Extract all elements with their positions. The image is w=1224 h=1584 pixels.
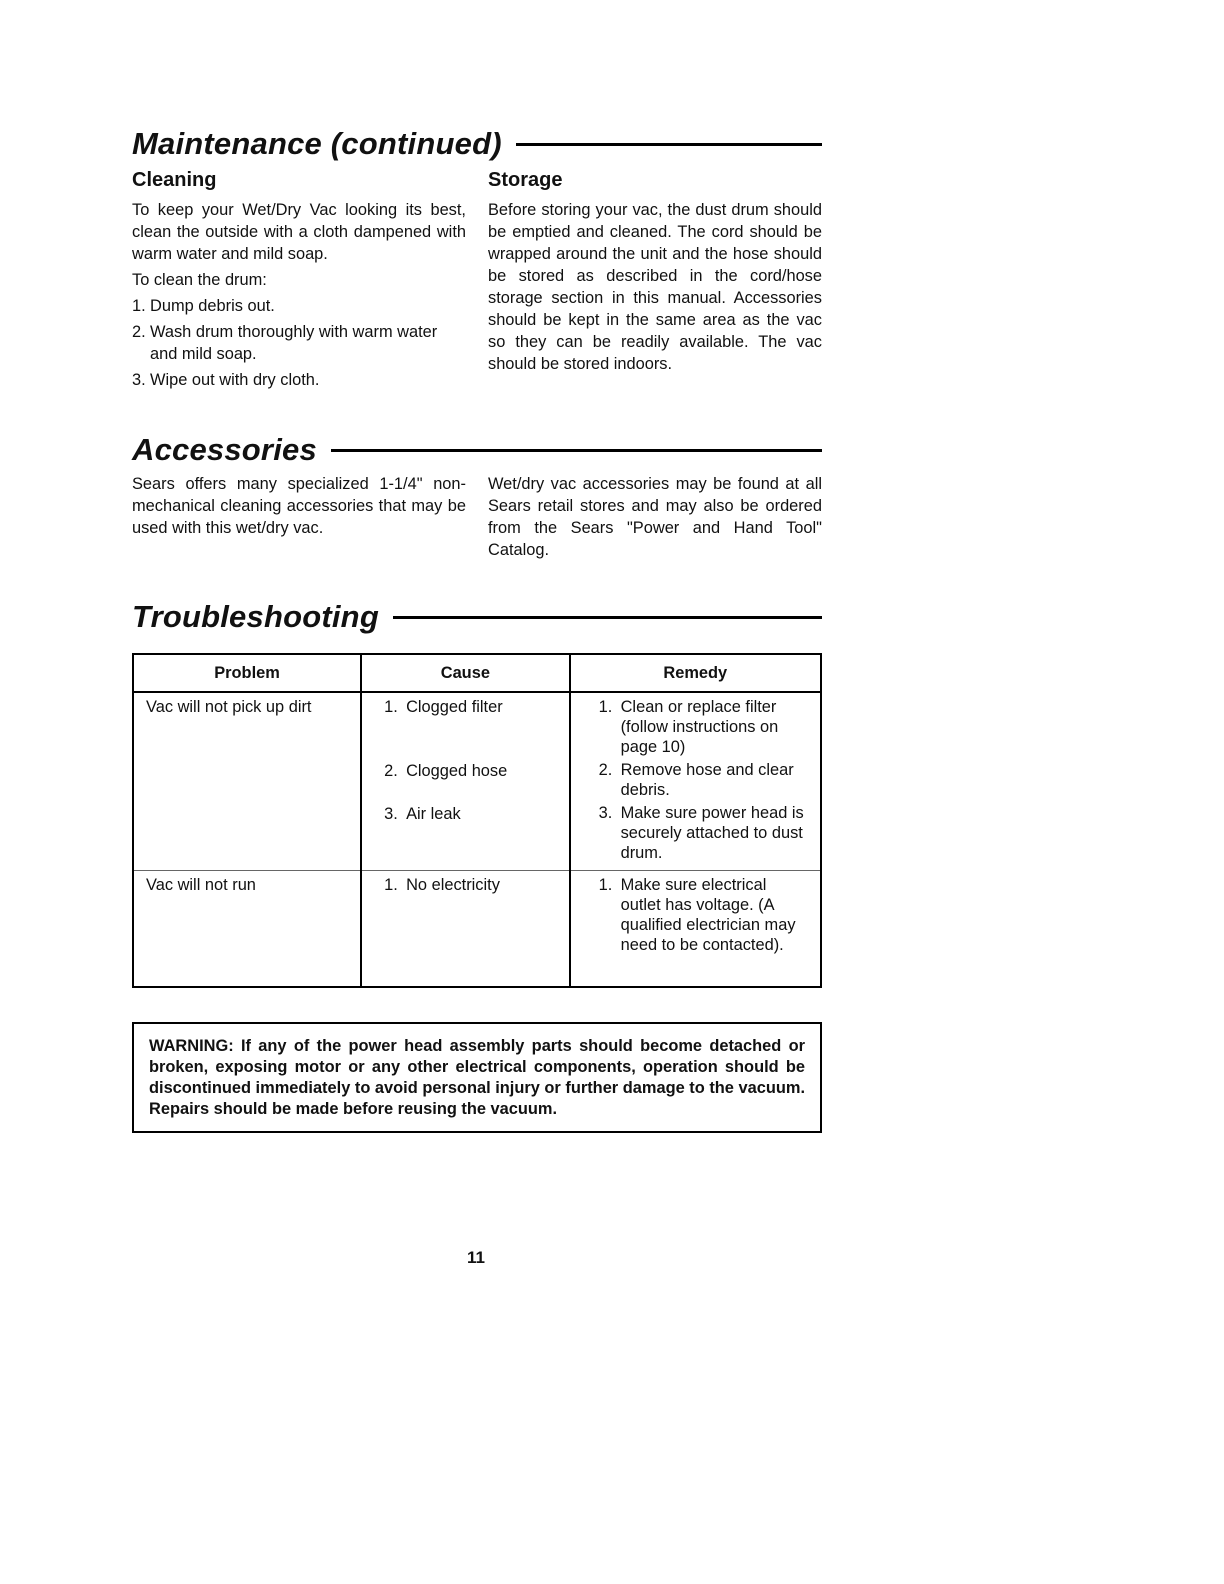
step-number: 3. <box>132 371 146 389</box>
table-header-row <box>133 654 821 692</box>
troubleshooting-rule <box>393 616 822 619</box>
cleaning-section <box>132 167 466 395</box>
accessories-left-text: Sears offers many specialized 1-1/4" non-mechanical cleaning accessories that may be used with this wet/dry vac. <box>132 475 466 537</box>
item-text: Clogged filter <box>406 698 503 716</box>
cause-cell <box>361 871 570 987</box>
item-number: 3. <box>598 804 613 822</box>
item-number: 1. <box>598 876 613 894</box>
item-number: 1. <box>598 698 613 716</box>
drum-intro: To clean the drum: <box>132 271 267 289</box>
maintenance-rule <box>516 143 822 146</box>
maintenance-header <box>132 126 822 162</box>
step-text: Wipe out with dry cloth. <box>150 371 320 389</box>
problem-header: Problem <box>133 654 361 692</box>
accessories-right-text: Wet/dry vac accessories may be found at all Sears retail stores and may also be ordered from the Sears "Power and Hand Tool" Catalog. <box>488 475 822 559</box>
storage-text: Before storing your vac, the dust drum should be emptied and cleaned. The cord should be wrapped around the unit and the hose should be stored as described in the cord/hose storage section in this manual. Accessories should be kept in the same area as the vac so they can be readily available. The vac should be stored indoors. <box>488 201 822 373</box>
step-number: 2. <box>132 323 146 341</box>
item-text: Make sure electrical outlet has voltage. (A qualified electrician may need to be contacted). <box>620 876 796 954</box>
item-number: 3. <box>384 805 398 823</box>
accessories-left <box>132 473 466 539</box>
accessories-header <box>132 432 822 468</box>
list-item <box>384 875 559 895</box>
list-item <box>132 369 466 391</box>
item-number: 1. <box>384 876 398 894</box>
remedy-header: Remedy <box>570 654 821 692</box>
list-item <box>599 697 810 757</box>
maintenance-title: Maintenance (continued) <box>132 126 502 161</box>
remedy-cell <box>570 692 821 871</box>
table-row <box>133 871 821 987</box>
item-text: Clogged hose <box>406 762 508 780</box>
cleaning-steps <box>132 295 466 391</box>
remedy-cell <box>570 871 821 987</box>
item-text: Remove hose and clear debris. <box>620 761 794 799</box>
accessories-rule <box>331 449 822 452</box>
warning-text: WARNING: If any of the power head assembly parts should become detached or broken, exposing motor or any other electrical components, operation should be discontinued immediately to avoid personal injury or further damage to the vacuum. Repairs should be made before reusing the vacuum. <box>149 1037 805 1118</box>
troubleshooting-header <box>132 599 822 635</box>
list-item <box>384 697 559 717</box>
accessories-right <box>488 473 822 561</box>
accessories-title: Accessories <box>132 432 317 467</box>
storage-section <box>488 167 822 375</box>
list-item <box>132 321 466 365</box>
list-item <box>599 803 810 863</box>
item-text: Clean or replace filter (follow instructions on page 10) <box>620 698 779 756</box>
troubleshooting-table <box>132 653 822 988</box>
list-item <box>384 804 559 824</box>
cause-cell <box>361 692 570 871</box>
table-row <box>133 692 821 871</box>
item-number: 2. <box>598 761 613 779</box>
item-text: Make sure power head is securely attached to dust drum. <box>620 804 804 862</box>
page-number: 11 <box>467 1248 485 1267</box>
item-text: No electricity <box>406 876 500 894</box>
cause-header: Cause <box>361 654 570 692</box>
step-number: 1. <box>132 297 146 315</box>
warning-box <box>132 1022 822 1133</box>
cleaning-heading: Cleaning <box>132 169 217 191</box>
list-item <box>599 760 810 800</box>
item-number: 2. <box>384 762 398 780</box>
list-item <box>599 875 810 955</box>
item-number: 1. <box>384 698 398 716</box>
step-text: Dump debris out. <box>150 297 275 315</box>
storage-heading: Storage <box>488 169 563 191</box>
cleaning-intro: To keep your Wet/Dry Vac looking its best, clean the outside with a cloth dampened with warm water and mild soap. <box>132 201 466 263</box>
troubleshooting-title: Troubleshooting <box>132 599 379 634</box>
problem-cell: Vac will not run <box>133 871 361 987</box>
step-text: Wash drum thoroughly with warm water and mild soap. <box>150 323 438 363</box>
list-item <box>132 295 466 317</box>
item-text: Air leak <box>406 805 461 823</box>
list-item <box>384 761 559 781</box>
problem-cell: Vac will not pick up dirt <box>133 692 361 871</box>
